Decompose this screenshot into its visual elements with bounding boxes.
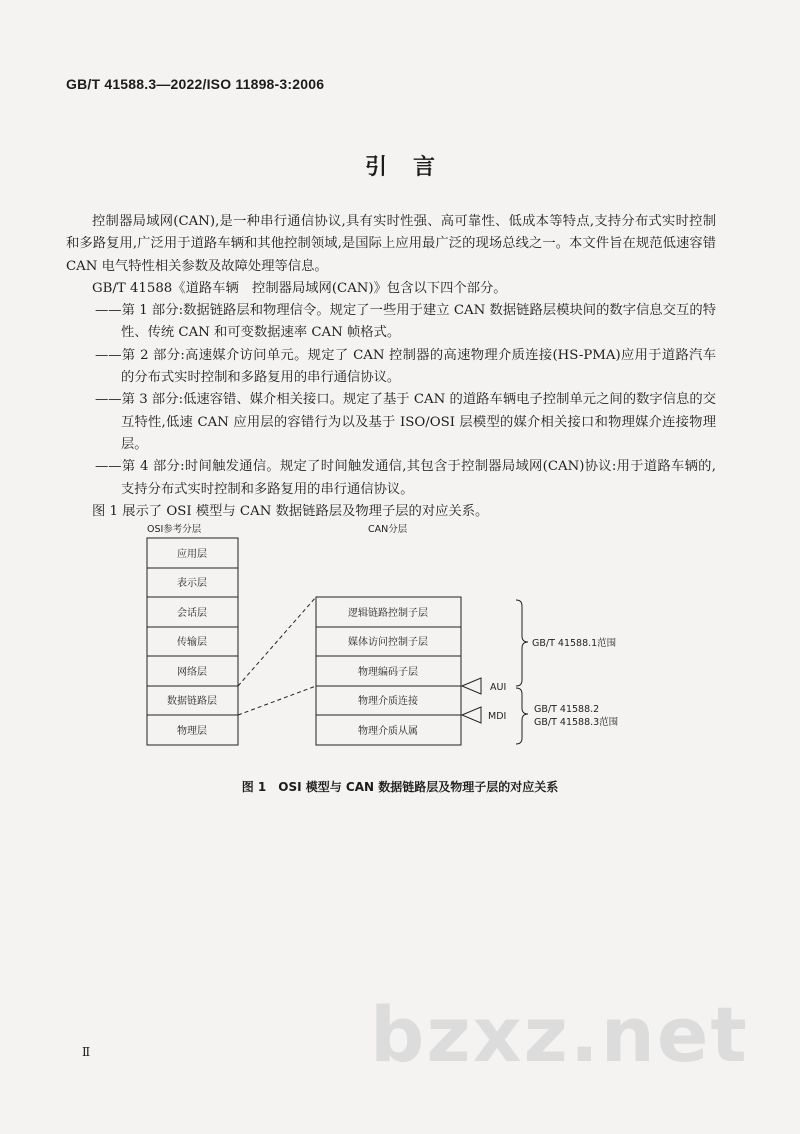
part-4-item: ——第 4 部分:时间触发通信。规定了时间触发通信,其包含于控制器局域网(CAN)协议:用于道路车辆的,支持分布式实时控制和多路复用的串行通信协议。 — [95, 459, 716, 497]
section-title: 引言 — [364, 155, 461, 180]
scope-part1-label: GB/T 41588.1范围 — [532, 638, 617, 649]
can-layer-mac: 媒体访问控制子层 — [348, 637, 428, 648]
aui-label: AUI — [490, 682, 507, 693]
figure-caption: 图 1 OSI 模型与 CAN 数据链路层及物理子层的对应关系 — [241, 780, 559, 794]
osi-layer-transport: 传输层 — [177, 637, 207, 648]
can-layer-pma: 物理介质连接 — [358, 696, 418, 707]
can-layer-pcs: 物理编码子层 — [358, 667, 418, 678]
osi-layer-presentation: 表示层 — [177, 578, 207, 589]
figure-reference-paragraph: 图 1 展示了 OSI 模型与 CAN 数据链路层及物理子层的对应关系。 — [92, 503, 489, 519]
watermark: bzxz.net — [370, 990, 749, 1079]
osi-heading: OSI参考分层 — [147, 524, 202, 535]
can-heading: CAN分层 — [368, 524, 408, 535]
part-3-item: ——第 3 部分:低速容错、媒介相关接口。规定了基于 CAN 的道路车辆电子控制单元之间的数字信息的交互特性,低速 CAN 应用层的容错行为以及基于 ISO/OSI 层模型的媒介相关接口和物理媒介连接物理层。 — [95, 392, 716, 452]
osi-layer-network: 网络层 — [177, 667, 207, 678]
intro-paragraph: 控制器局域网(CAN),是一种串行通信协议,具有实时性强、高可靠性、低成本等特点,支持分布式实时控制和多路复用,广泛用于道路车辆和其他控制领域,是国际上应用最广泛的现场总线之一。本文件旨在规范低速容错 CAN 电气特性相关参数及故障处理等信息。 — [66, 214, 716, 274]
parts-paragraph: GB/T 41588《道路车辆 控制器局域网(CAN)》包含以下四个部分。 — [92, 280, 507, 296]
page-number: Ⅱ — [82, 1045, 91, 1059]
scope-part2-label: GB/T 41588.2 — [534, 704, 600, 715]
can-layer-llc: 逻辑链路控制子层 — [348, 608, 428, 619]
part-2-item: ——第 2 部分:高速媒介访问单元。规定了 CAN 控制器的高速物理介质连接(HS-PMA)应用于道路汽车的分布式实时控制和多路复用的串行通信协议。 — [95, 347, 716, 386]
can-layer-pmd: 物理介质从属 — [358, 726, 418, 737]
scope-part3-label: GB/T 41588.3范围 — [534, 717, 619, 728]
osi-layer-physical: 物理层 — [177, 726, 207, 737]
osi-layer-session: 会话层 — [177, 608, 207, 619]
mdi-label: MDI — [488, 711, 507, 722]
osi-layer-application: 应用层 — [177, 549, 207, 560]
part-1-item: ——第 1 部分:数据链路层和物理信令。规定了一些用于建立 CAN 数据链路层模块间的数字信息交互的特性、传统 CAN 和可变数据速率 CAN 帧格式。 — [95, 303, 716, 341]
standard-number-header: GB/T 41588.3—2022/ISO 11898-3:2006 — [66, 76, 325, 92]
osi-layer-data-link: 数据链路层 — [167, 696, 217, 707]
